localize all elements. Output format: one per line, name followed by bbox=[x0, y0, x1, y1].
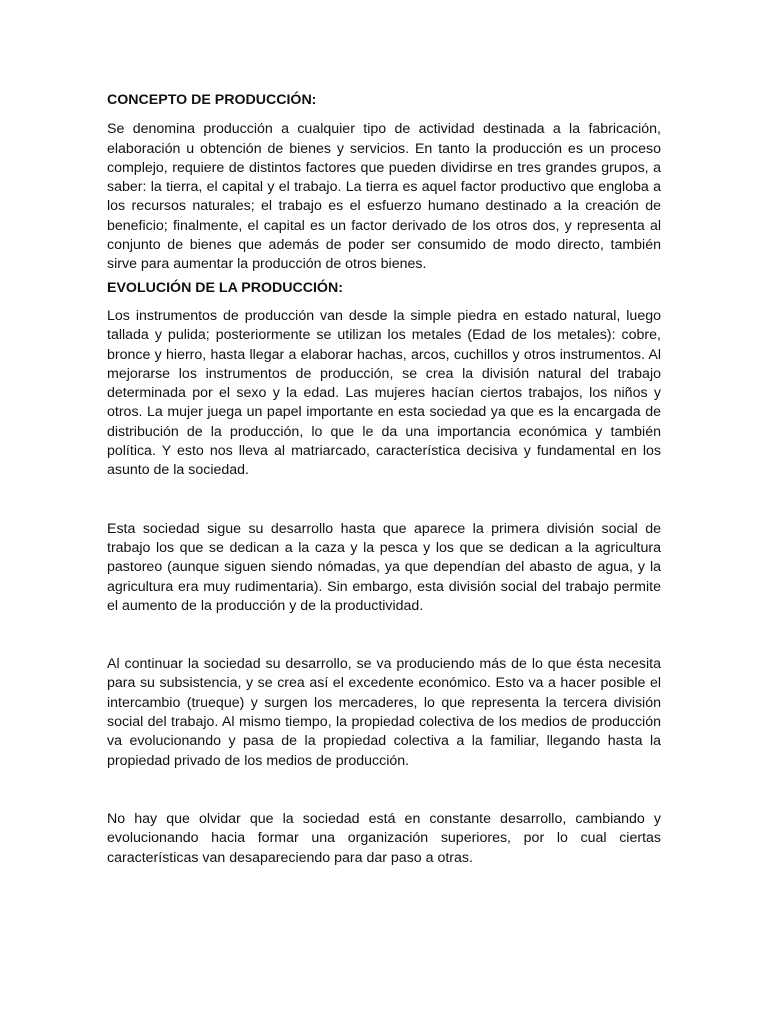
document-page bbox=[107, 90, 661, 868]
paragraph-instrumentos: Los instrumentos de producción van desde la simple piedra en estado natural, luego tallada y pulida; posteriormente se utilizan los metales (Edad de los metales): cobre, bronce y hierro, hasta llegar a elaborar hachas, arcos, cuchillos y otros instrumentos. Al mejorarse los instrumentos de producción, se crea la división natural del trabajo determinada por el sexo y la edad. Las mujeres hacían ciertos trabajos, los niños y otros. La mujer juega un papel importante en esta sociedad ya que es la encargada de distribución de la producción, lo que le da una importancia económica y también política. Y esto nos lleva al matriarcado, característica decisiva y fundamental en los asunto de la sociedad. bbox=[107, 307, 661, 479]
paragraph-cierre: No hay que olvidar que la sociedad está en constante desarrollo, cambiando y evolucionando hacia formar una organización superiores, por lo cual ciertas características van desapareciendo para dar paso a otras. bbox=[107, 810, 661, 866]
paragraph-division-social: Esta sociedad sigue su desarrollo hasta que aparece la primera división social de trabajo los que se dedican a la caza y la pesca y los que se dedican a la agricultura pastoreo (aunque siguen siendo nómadas, ya que dependían del abasto de agua, y la agricultura era muy rudimentaria). Sin embargo, esta división social del trabajo permite el aumento de la producción y de la productividad. bbox=[107, 520, 661, 614]
paragraph-concepto: Se denomina producción a cualquier tipo de actividad destinada a la fabricación, elaboración u obtención de bienes y servicios. En tanto la producción es un proceso complejo, requiere de distintos factores que pueden dividirse en tres grandes grupos, a saber: la tierra, el capital y el trabajo. La tierra es aquel factor productivo que engloba a los recursos naturales; el trabajo es el esfuerzo humano destinado a la creación de beneficio; finalmente, el capital es un factor derivado de los otros dos, y representa al conjunto de bienes que además de poder ser consumido de modo directo, también sirve para aumentar la producción de otros bienes. bbox=[107, 121, 661, 273]
heading-concepto-produccion: CONCEPTO DE PRODUCCIÓN: bbox=[107, 92, 317, 108]
heading-evolucion-produccion: EVOLUCIÓN DE LA PRODUCCIÓN: bbox=[107, 279, 343, 296]
paragraph-excedente: Al continuar la sociedad su desarrollo, se va produciendo más de lo que ésta necesita para su subsistencia, y se crea así el excedente económico. Esto va a hacer posible el intercambio (trueque) y surgen los mercaderes, lo que representa la tercera división social del trabajo. Al mismo tiempo, la propiedad colectiva de los medios de producción va evolucionando y pasa de la propiedad colectiva a la familiar, llegando hasta la propiedad privado de los medios de producción. bbox=[107, 656, 661, 769]
